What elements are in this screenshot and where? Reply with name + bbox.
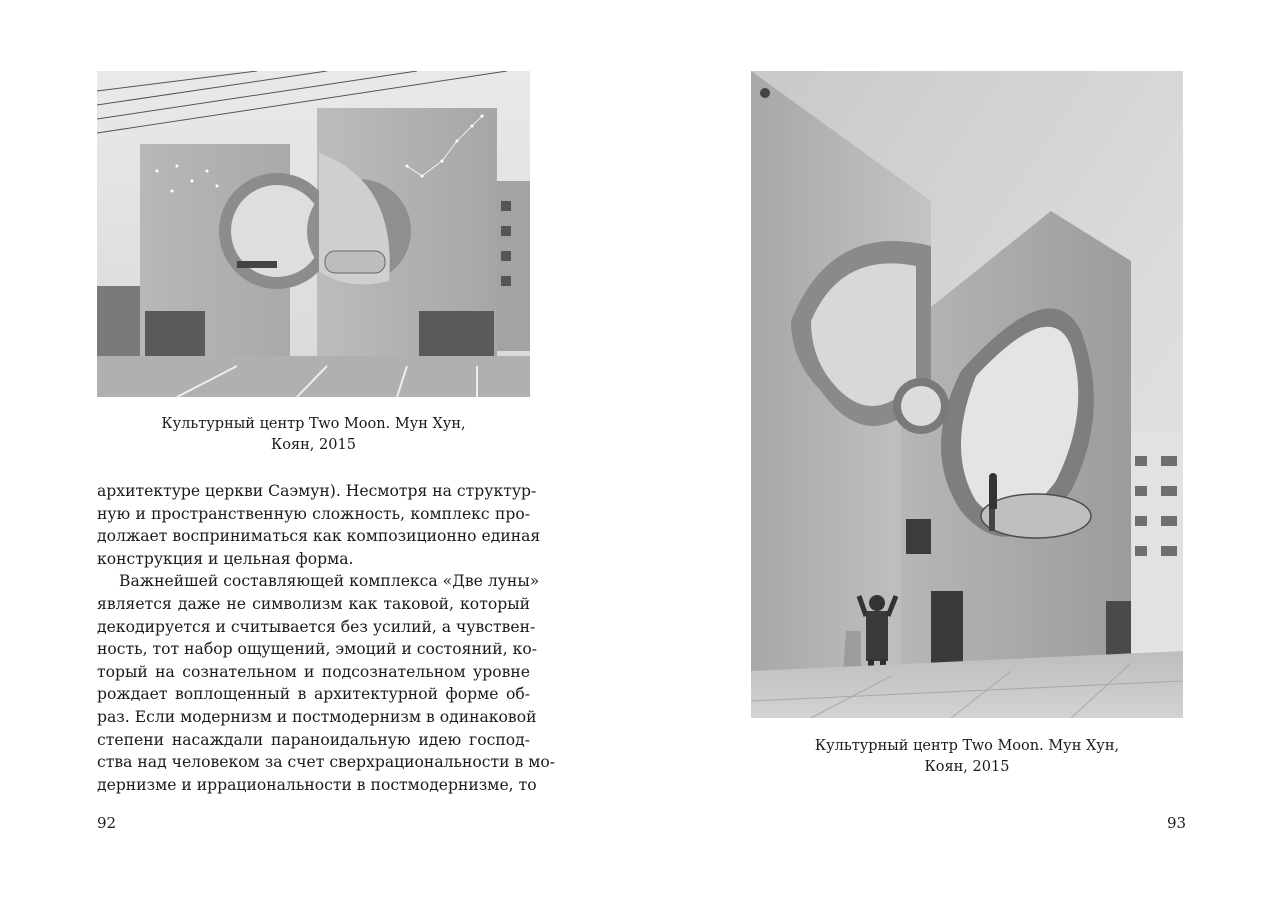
text-line: ства над человеком за счет сверхрациональности в мо- (97, 753, 556, 772)
text-line: должает восприниматься как композиционно единая (97, 527, 541, 546)
caption-line-2: Коян, 2015 (271, 437, 356, 453)
text-line: Важнейшей составляющей комплекса «Две луны» (119, 572, 540, 591)
text-line: архитектуре церкви Саэмун). Несмотря на структур- (97, 482, 537, 500)
text-line: раз. Если модернизм и постмодернизм в одинаковой (97, 707, 537, 726)
building-photo-perspective (751, 71, 1183, 718)
text-line: является даже не символизм как таковой, который (97, 594, 530, 613)
building-photo-perspective-illustration (751, 71, 1183, 718)
caption-line-1: Культурный центр Two Moon. Мун Хун, (161, 416, 466, 432)
building-photo-front (97, 71, 530, 397)
text-line: конструкция и цельная форма. (97, 549, 354, 568)
text-line: торый на сознательном и подсознательном уровне (97, 662, 530, 681)
page-number-left: 92 (97, 814, 117, 832)
text-line: ность, тот набор ощущений, эмоций и состояний, ко- (97, 640, 538, 659)
text-line: дернизме и иррациональности в постмодернизме, то (97, 775, 537, 794)
text-line: ную и пространственную сложность, комплекс про- (97, 504, 530, 523)
photo-caption-right (751, 736, 1183, 778)
body-text (97, 480, 556, 796)
caption-line-2: Коян, 2015 (924, 759, 1010, 775)
caption-line-1: Культурный центр Two Moon. Мун Хун, (814, 738, 1120, 754)
text-line: степени насаждали параноидальную идею господ- (97, 730, 530, 749)
page-number-right: 93 (1167, 814, 1187, 832)
photo-caption-left (97, 414, 530, 456)
right-page (640, 0, 1280, 905)
building-photo-front-illustration (97, 71, 530, 397)
text-line: рождает воплощенный в архитектурной форме об- (97, 685, 530, 704)
text-line: декодируется и считывается без усилий, а чувствен- (97, 617, 536, 636)
